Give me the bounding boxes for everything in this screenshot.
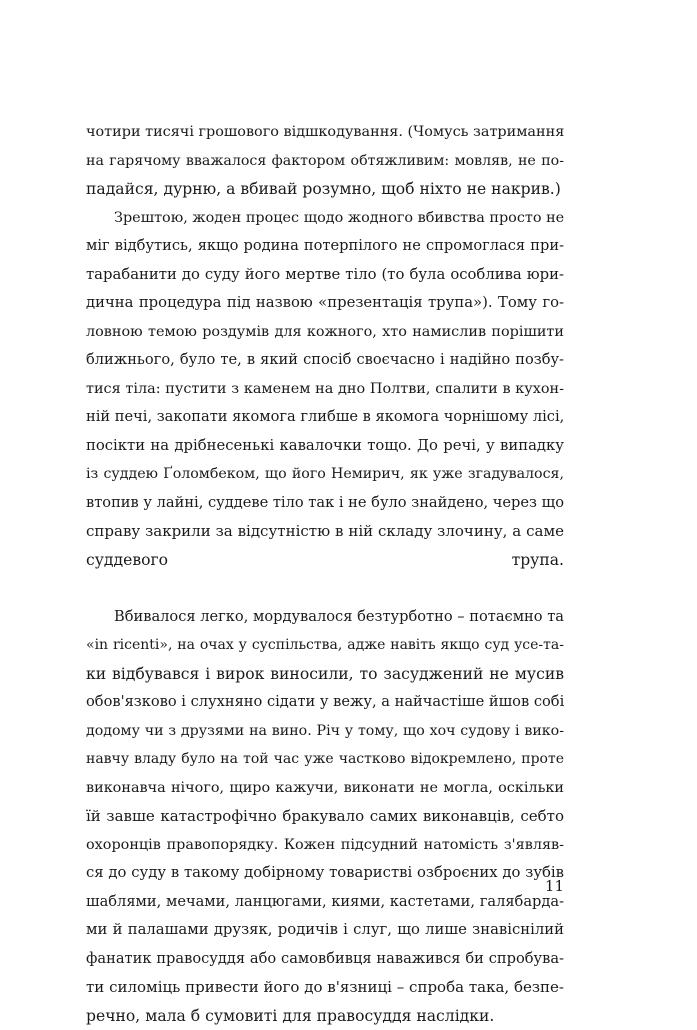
- text-line: обов'язково і слухняно сідати у вежу, а найчастіше йшов собі: [86, 688, 564, 717]
- text-line: «in ricenti», на очах у суспільства, адже навіть якщо суд усе-та-: [86, 631, 564, 660]
- paragraph-2: [86, 204, 564, 603]
- text-line: їй завше катастрофічно бракувало самих виконавців, себто: [86, 802, 564, 831]
- text-line: дична процедура під назвою «презентація трупа»). Тому го-: [86, 289, 564, 318]
- page-number: 11: [540, 876, 564, 896]
- paragraph-3: [86, 603, 564, 1030]
- text-line: втопив у лайні, суддеве тіло так і не було знайдено, через що: [86, 489, 564, 518]
- text-line: із суддею Ґоломбеком, що його Немирич, як уже згадувалося,: [86, 460, 564, 489]
- text-line: ловною темою роздумів для кожного, хто намислив порішити: [86, 318, 564, 347]
- text-line: ти силоміць привести його до в'язниці – спроба така, безпе-: [86, 973, 564, 1002]
- text-line: ся до суду в такому добірному товаристві озброєних до зубів: [86, 859, 564, 888]
- text-line: Вбивалося легко, мордувалося безтурботно – потаємно та: [86, 603, 564, 632]
- text-line: додому чи з друзями на вино. Річ у тому, що хоч судову і вико-: [86, 717, 564, 746]
- text-line: тарабанити до суду його мертве тіло (то була особлива юри-: [86, 261, 564, 290]
- text-line: шаблями, мечами, ланцюгами, киями, кастетами, галябарда-: [86, 888, 564, 917]
- paragraph-1: [86, 118, 564, 204]
- text-line: суддевого трупа.: [86, 546, 564, 575]
- text-line: справу закрили за відсутністю в ній складу злочину, а саме: [86, 517, 564, 546]
- text-line: Зрештою, жоден процес щодо жодного вбивства просто не: [86, 204, 564, 233]
- text-line: ближнього, було те, в який спосіб своєчасно і надійно позбу-: [86, 346, 564, 375]
- text-line: ки відбувався і вирок виносили, то засуджений не мусив: [86, 660, 564, 689]
- text-line: тися тіла: пустити з каменем на дно Полтви, спалити в кухон-: [86, 375, 564, 404]
- body-text: [86, 118, 564, 1030]
- text-line: фанатик правосуддя або самовбивця наважився би спробува-: [86, 945, 564, 974]
- text-line: навчу владу було на той час уже частково відокремлено, проте: [86, 745, 564, 774]
- text-line: падайся, дурню, а вбивай розумно, щоб ніхто не накрив.): [86, 175, 564, 204]
- text-line: чотири тисячі грошового відшкодування. (Чомусь затримання: [86, 118, 564, 147]
- text-line: [86, 574, 564, 603]
- text-line: виконавча нічого, щиро кажучи, виконати не могла, оскільки: [86, 774, 564, 803]
- text-line: на гарячому вважалося фактором обтяжливим: мовляв, не по-: [86, 147, 564, 176]
- text-line: міг відбутись, якщо родина потерпілого не спромоглася при-: [86, 232, 564, 261]
- text-line: ми й палашами друзяк, родичів і слуг, що лише знавіснілий: [86, 916, 564, 945]
- text-line: речно, мала б сумовиті для правосуддя наслідки.: [86, 1002, 564, 1030]
- text-line: охоронців правопорядку. Кожен підсудний натомість з'являв-: [86, 831, 564, 860]
- text-line: ній печі, закопати якомога глибше в якомога чорнішому лісі,: [86, 403, 564, 432]
- text-line: посікти на дрібнесенькі кавалочки тощо. До речі, у випадку: [86, 432, 564, 461]
